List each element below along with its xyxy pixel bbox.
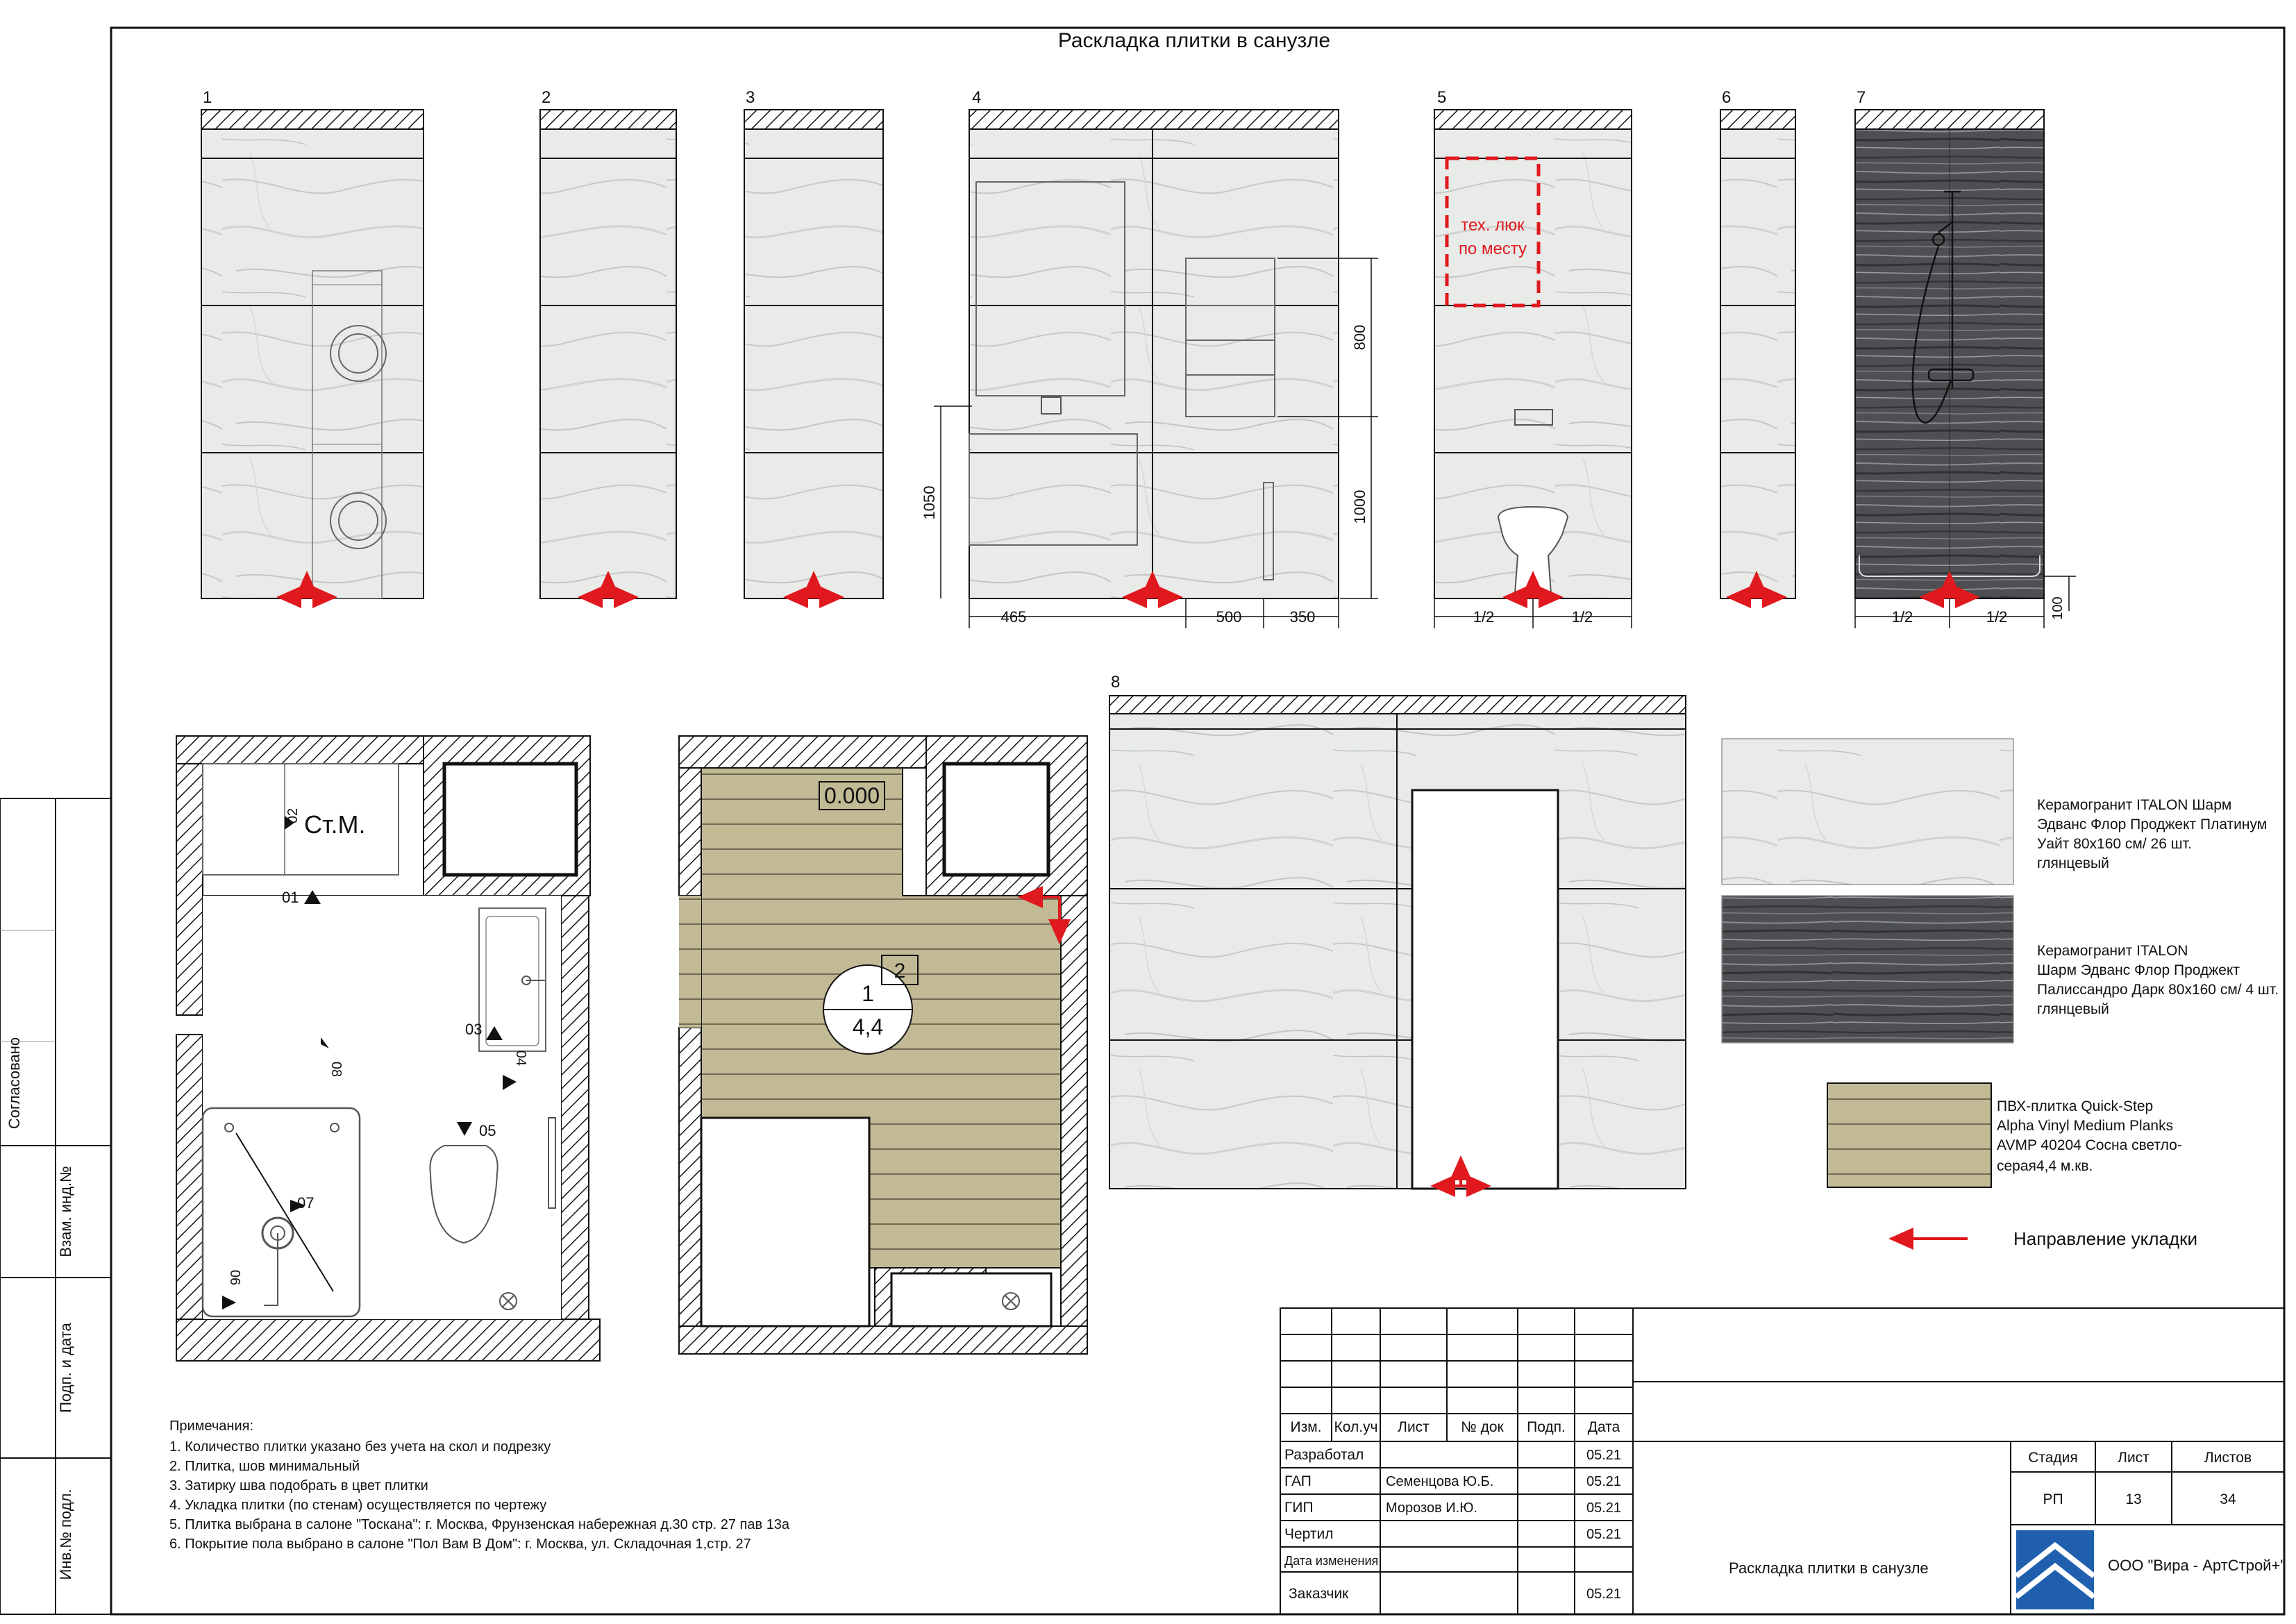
legend-white-line3: Уайт 80х160 см/ 26 шт. [2037, 836, 2192, 852]
stamp-agreed: Согласовано [6, 1037, 23, 1130]
legend-vinyl-line3: AVMP 40204 Сосна светло- [1997, 1137, 2182, 1153]
tile-wall [540, 129, 676, 598]
legend-swatch-vinyl [1827, 1083, 1991, 1187]
stamp-inv: Инв.№ подл. [57, 1489, 74, 1580]
elevation-2 [540, 88, 676, 598]
mark-08: 08 [328, 1061, 344, 1078]
tb-role-5: Дата изменения [1284, 1554, 1379, 1568]
elevation-8 [1109, 673, 1686, 1189]
tb-name-2: Семенцова Ю.Б. [1386, 1474, 1494, 1489]
legend-dark-line4: глянцевый [2037, 1001, 2109, 1017]
elevation-6 [1720, 88, 1795, 598]
legend-white-line1: Керамогранит ITALON Шарм [2037, 797, 2232, 813]
note-3: 3. Затирку шва подобрать в цвет плитки [169, 1478, 428, 1493]
legend-swatch-white [1722, 739, 2013, 885]
shower-tray-plan [203, 1108, 360, 1316]
tb-podp: Подп. [1527, 1419, 1566, 1435]
dim-half-left: 1/2 [1473, 608, 1495, 626]
elevation-label-2: 2 [542, 88, 551, 107]
dim-100: 100 [2050, 596, 2065, 620]
mark-02: 02 [285, 807, 301, 824]
company-logo-icon [2016, 1530, 2094, 1609]
elevation-4 [921, 88, 1378, 628]
mark-03: 03 [465, 1021, 483, 1038]
tile-wall [744, 129, 883, 598]
notes [169, 1418, 790, 1552]
title-block-text [1284, 1419, 2286, 1609]
elevation-7 [1855, 88, 2076, 628]
tile-wall [1720, 129, 1795, 598]
note-6: 6. Покрытие пола выбрано в салоне "Пол Вам В Дом": г. Москва, ул. Складочная 1,стр. 27 [169, 1537, 751, 1552]
tb-doc: № док [1461, 1419, 1504, 1435]
tb-izm: Изм. [1290, 1419, 1322, 1435]
tb-date-2: 05.21 [1586, 1474, 1622, 1489]
floor-level: 0.000 [823, 783, 880, 808]
room-number: 1 [862, 981, 874, 1006]
dim-500: 500 [1216, 608, 1242, 626]
legend [1722, 739, 2279, 1249]
tb-stage: РП [2043, 1491, 2063, 1507]
dim-1050: 1050 [921, 485, 938, 520]
tb-date-3: 05.21 [1586, 1500, 1622, 1516]
dim-half-right: 1/2 [1571, 608, 1593, 626]
legend-dark-line2: Шарм Эдванс Флор Проджект [2037, 962, 2240, 978]
room-area: 4,4 [852, 1014, 884, 1039]
note-2: 2. Плитка, шов минимальный [169, 1459, 360, 1474]
elevation-label-8: 8 [1111, 673, 1121, 692]
note-5: 5. Плитка выбрана в салоне "Тоскана": г. Москва, Фрунзенская набережная д.30 стр. 27 пав 13а [169, 1517, 790, 1532]
access-hatch-label-1: тех. люк [1461, 216, 1525, 235]
legend-swatch-dark [1722, 896, 2013, 1043]
tb-list: Лист [1398, 1419, 1430, 1435]
dim-350: 350 [1289, 608, 1316, 626]
elevation-label-6: 6 [1722, 88, 1732, 107]
dim-800: 800 [1351, 324, 1368, 351]
elevation-label-1: 1 [203, 88, 212, 107]
side-stamp [0, 798, 111, 1614]
tb-sheets-label: Листов [2204, 1450, 2252, 1466]
tb-sheet-label: Лист [2118, 1450, 2150, 1466]
plan-floor [679, 736, 1087, 1354]
note-1: 1. Количество плитки указано без учета на скол и подрезку [169, 1439, 551, 1455]
legend-dark-line3: Палиссандро Дарк 80х160 см/ 4 шт. [2037, 982, 2279, 998]
tb-role-1: Разработал [1284, 1447, 1364, 1463]
elevation-1 [201, 88, 424, 598]
legend-vinyl-line1: ПВХ-плитка Quick-Step [1997, 1098, 2154, 1114]
mark-06: 06 [227, 1269, 242, 1286]
tb-sheet: 13 [2125, 1491, 2142, 1507]
access-hatch-label-2: по месту [1458, 240, 1527, 258]
room-tag-number: 2 [894, 960, 906, 982]
dim-half-right: 1/2 [1986, 608, 2008, 626]
tb-date-4: 05.21 [1586, 1527, 1622, 1542]
mark-05: 05 [479, 1122, 496, 1139]
tb-role-2: ГАП [1284, 1473, 1312, 1489]
elevation-label-3: 3 [746, 88, 755, 107]
direction-label: Направление укладки [2013, 1228, 2198, 1249]
tb-drawing-name: Раскладка плитки в санузле [1729, 1559, 1929, 1577]
elevation-label-4: 4 [972, 88, 982, 107]
elevation-3 [744, 88, 883, 598]
ceiling-hatch [201, 110, 424, 129]
tb-name-3: Морозов И.Ю. [1386, 1500, 1477, 1516]
sheet-title: Раскладка плитки в санузле [1057, 29, 1331, 52]
tb-stage-label: Стадия [2028, 1450, 2078, 1466]
legend-vinyl-line2: Alpha Vinyl Medium Planks [1997, 1118, 2174, 1134]
dim-1000: 1000 [1351, 489, 1368, 524]
mark-04: 04 [513, 1050, 528, 1066]
elevation-label-5: 5 [1437, 88, 1447, 107]
note-4: 4. Укладка плитки (по стенам) осуществляется по чертежу [169, 1498, 547, 1513]
plan-fixtures [176, 736, 600, 1361]
elevation-label-7: 7 [1857, 88, 1866, 107]
legend-white-line2: Эдванс Флор Проджект Платинум [2037, 817, 2268, 832]
tb-role-6: Заказчик [1289, 1586, 1349, 1602]
mark-07: 07 [297, 1194, 315, 1212]
tb-date: Дата [1587, 1419, 1620, 1435]
tile-wall [969, 129, 1339, 598]
stamp-replace: Взам. инд.№ [57, 1166, 74, 1257]
tb-role-3: ГИП [1284, 1500, 1314, 1516]
stamp-sign-date: Подп. и дата [57, 1323, 74, 1413]
tb-sheets: 34 [2220, 1491, 2236, 1507]
legend-dark-line1: Керамогранит ITALON [2037, 943, 2188, 959]
tb-company: ООО "Вира - АртСтрой+" [2108, 1557, 2286, 1574]
notes-title: Примечания: [169, 1418, 254, 1434]
mark-01: 01 [282, 889, 299, 906]
elevation-5 [1434, 88, 1632, 628]
doorway [1412, 790, 1558, 1189]
tb-role-4: Чертил [1284, 1526, 1334, 1542]
tb-date-6: 05.21 [1586, 1587, 1622, 1602]
tb-date-1: 05.21 [1586, 1448, 1622, 1463]
washer-zone [203, 764, 399, 875]
tb-kol: Кол.уч [1334, 1419, 1378, 1435]
legend-white-line4: глянцевый [2037, 855, 2109, 871]
dim-half-left: 1/2 [1891, 608, 1913, 626]
legend-vinyl-line4: серая4,4 м.кв. [1997, 1158, 2093, 1174]
dim-465: 465 [1000, 608, 1027, 626]
washer-label: Ст.М. [304, 810, 366, 839]
